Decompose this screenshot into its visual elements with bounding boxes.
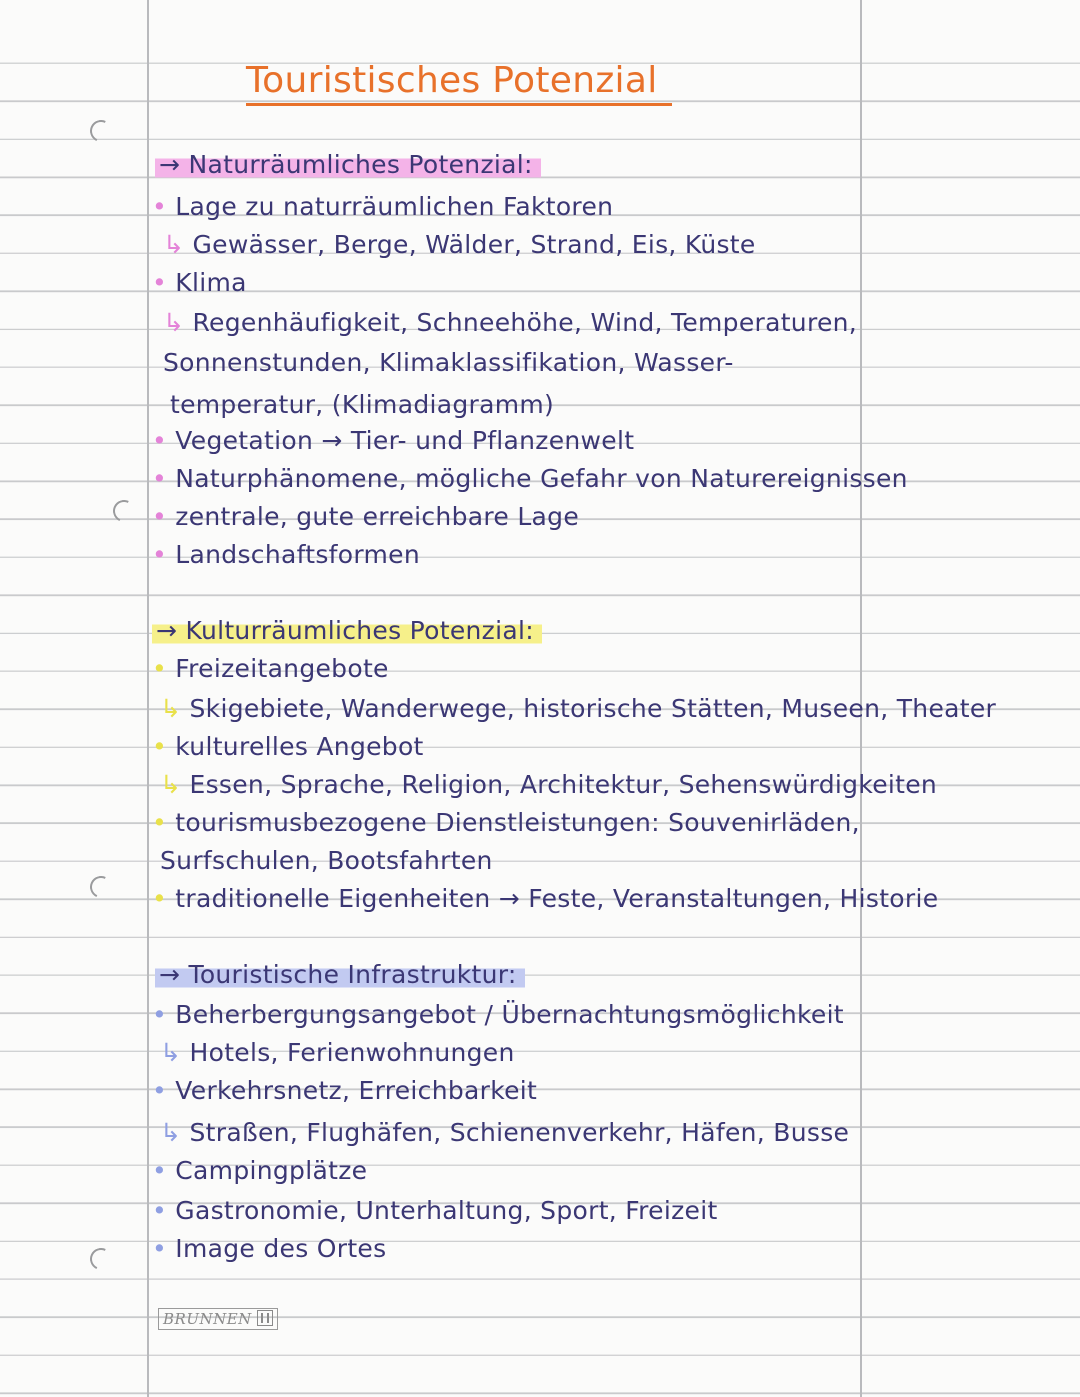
punch-hole-icon xyxy=(110,497,138,525)
list-item: • Naturphänomene, mögliche Gefahr von Naturereignissen xyxy=(152,464,908,493)
punch-hole-icon xyxy=(87,873,115,901)
list-item: Sonnenstunden, Klimaklassifikation, Wasser- xyxy=(163,348,734,377)
list-item: ↳ Skigebiete, Wanderwege, historische Stätten, Museen, Theater xyxy=(160,694,997,723)
list-item: • Campingplätze xyxy=(152,1156,368,1185)
list-item: ↳ Essen, Sprache, Religion, Architektur, Sehenswürdigkeiten xyxy=(160,770,938,799)
list-item: • traditionelle Eigenheiten → Feste, Veranstaltungen, Historie xyxy=(152,884,939,913)
list-item: • kulturelles Angebot xyxy=(152,732,424,761)
list-item: • Klima xyxy=(152,268,247,297)
list-item: • Freizeitangebote xyxy=(152,654,389,683)
punch-hole-icon xyxy=(87,1245,115,1273)
list-item: • Lage zu naturräumlichen Faktoren xyxy=(152,192,614,221)
list-item: • tourismusbezogene Dienstleistungen: Souvenirläden, xyxy=(152,808,860,837)
punch-hole-icon xyxy=(87,117,115,145)
page-title: Touristisches Potenzial xyxy=(246,60,672,106)
list-item: ↳ Gewässer, Berge, Wälder, Strand, Eis, Küste xyxy=(163,230,756,259)
list-item: • zentrale, gute erreichbare Lage xyxy=(152,502,580,531)
section-heading: → Kulturräumliches Potenzial: xyxy=(152,616,542,645)
list-item: temperatur, (Klimadiagramm) xyxy=(170,390,555,419)
left-margin-line xyxy=(147,0,149,1397)
list-item: ↳ Straßen, Flughäfen, Schienenverkehr, Häfen, Busse xyxy=(160,1118,850,1147)
list-item: • Verkehrsnetz, Erreichbarkeit xyxy=(152,1076,538,1105)
list-item: • Image des Ortes xyxy=(152,1234,387,1263)
list-item: • Gastronomie, Unterhaltung, Sport, Freizeit xyxy=(152,1196,718,1225)
list-item: ↳ Hotels, Ferienwohnungen xyxy=(160,1038,515,1067)
brand-logo: BRUNNEN xyxy=(158,1308,278,1330)
section-heading: → Touristische Infrastruktur: xyxy=(155,960,525,989)
list-item: • Landschaftsformen xyxy=(152,540,420,569)
brand-mark-icon xyxy=(257,1310,273,1326)
list-item: • Beherbergungsangebot / Übernachtungsmöglichkeit xyxy=(152,1000,844,1029)
section-heading: → Naturräumliches Potenzial: xyxy=(155,150,541,179)
list-item: Surfschulen, Bootsfahrten xyxy=(160,846,493,875)
list-item: ↳ Regenhäufigkeit, Schneehöhe, Wind, Temperaturen, xyxy=(163,308,858,337)
list-item: • Vegetation → Tier- und Pflanzenwelt xyxy=(152,426,635,455)
